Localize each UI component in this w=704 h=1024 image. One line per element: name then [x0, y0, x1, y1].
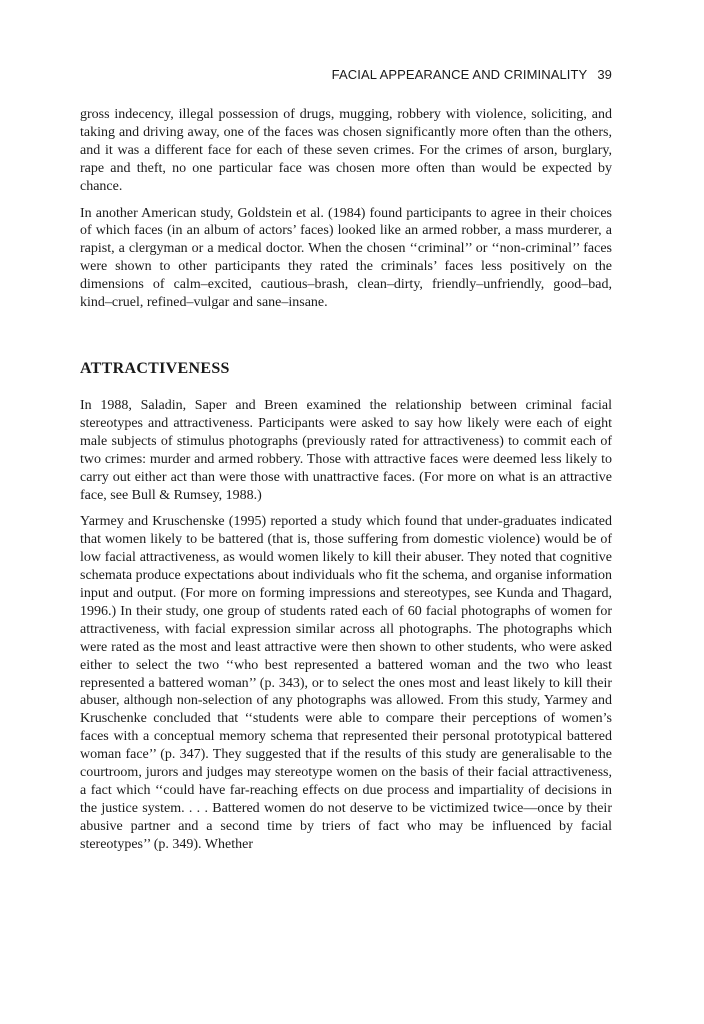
paragraph-crimes-list: gross indecency, illegal possession of drugs, mugging, robbery with violence, soliciting, and taking and driving away, one of the faces was chosen significantly more often than the others, and it was a different face for each of these seven crimes. For the crimes of arson, burglary, rape and theft, no one particular face was chosen more often than would be expected by chance.	[80, 107, 612, 194]
paragraph-yarmey-study: Yarmey and Kruschenske (1995) reported a study which found that under-graduates indicated that women likely to be battered (that is, those suffering from domestic violence) would be of low facial attractiveness, as would women likely to kill their abuser. They noted that cognitive schemata produce expectations about individuals who fit the schema, and organise information input and output. (For more on forming impressions and stereotypes, see Kunda and Thagard, 1996.) In their study, one group of students rated each of 60 facial photographs of women for attractiveness, with facial expression similar across all photographs. The photographs which were rated as the most and least attractive were then shown to other students, who were asked either to select the two ‘‘who best represented a battered woman and the two who least represented a battered woman’’ (p. 343), or to select the ones most and least likely to kill their abuser, although non-selection of any photographs was allowed. From this study, Yarmey and Kruschenke concluded that ‘‘students were able to compare their perceptions of women’s faces with a conceptual memory schema that represented their personal prototypical battered woman face’’ (p. 347). They suggested that if the results of this study are generalisable to the courtroom, jurors and judges may stereotype women on the basis of their facial attractiveness, a fact which ‘‘could have far-reaching effects on due process and impartiality of decisions in the justice system. . . . Battered women do not deserve to be victimized twice—once by their abusive partner and a second time by triers of fact who may be influenced by facial stereotypes’’ (p. 349). Whether	[80, 514, 612, 852]
page-number: 39	[597, 67, 612, 82]
paragraph-saladin-study: In 1988, Saladin, Saper and Breen examined the relationship between criminal facial stereotypes and attractiveness. Participants were asked to say how likely were each of eight male subjects of stimulus photographs (previously rated for attractiveness) to commit each of two crimes: murder and armed robbery. Those with attractive faces were deemed less likely to carry out either act than were those with unattractive faces. (For more on what is an attractive face, see Bull & Rumsey, 1988.)	[80, 397, 612, 503]
running-title: FACIAL APPEARANCE AND CRIMINALITY	[331, 67, 588, 82]
section-heading-attractiveness: ATTRACTIVENESS	[80, 359, 230, 377]
book-page	[80, 66, 612, 854]
paragraph-goldstein-study: In another American study, Goldstein et al. (1984) found participants to agree in their choices of which faces (in an album of actors’ faces) looked like an armed robber, a mass murderer, a rapist, a clergyman or a medical doctor. When the chosen ‘‘criminal’’ or ‘‘non-criminal’’ faces were shown to other participants they rated the criminals’ faces less positively on the dimensions of calm–excited, cautious–brash, clean–dirty, friendly–unfriendly, good–bad, kind–cruel, refined–vulgar and sane–insane.	[80, 205, 612, 311]
running-head	[80, 66, 612, 84]
